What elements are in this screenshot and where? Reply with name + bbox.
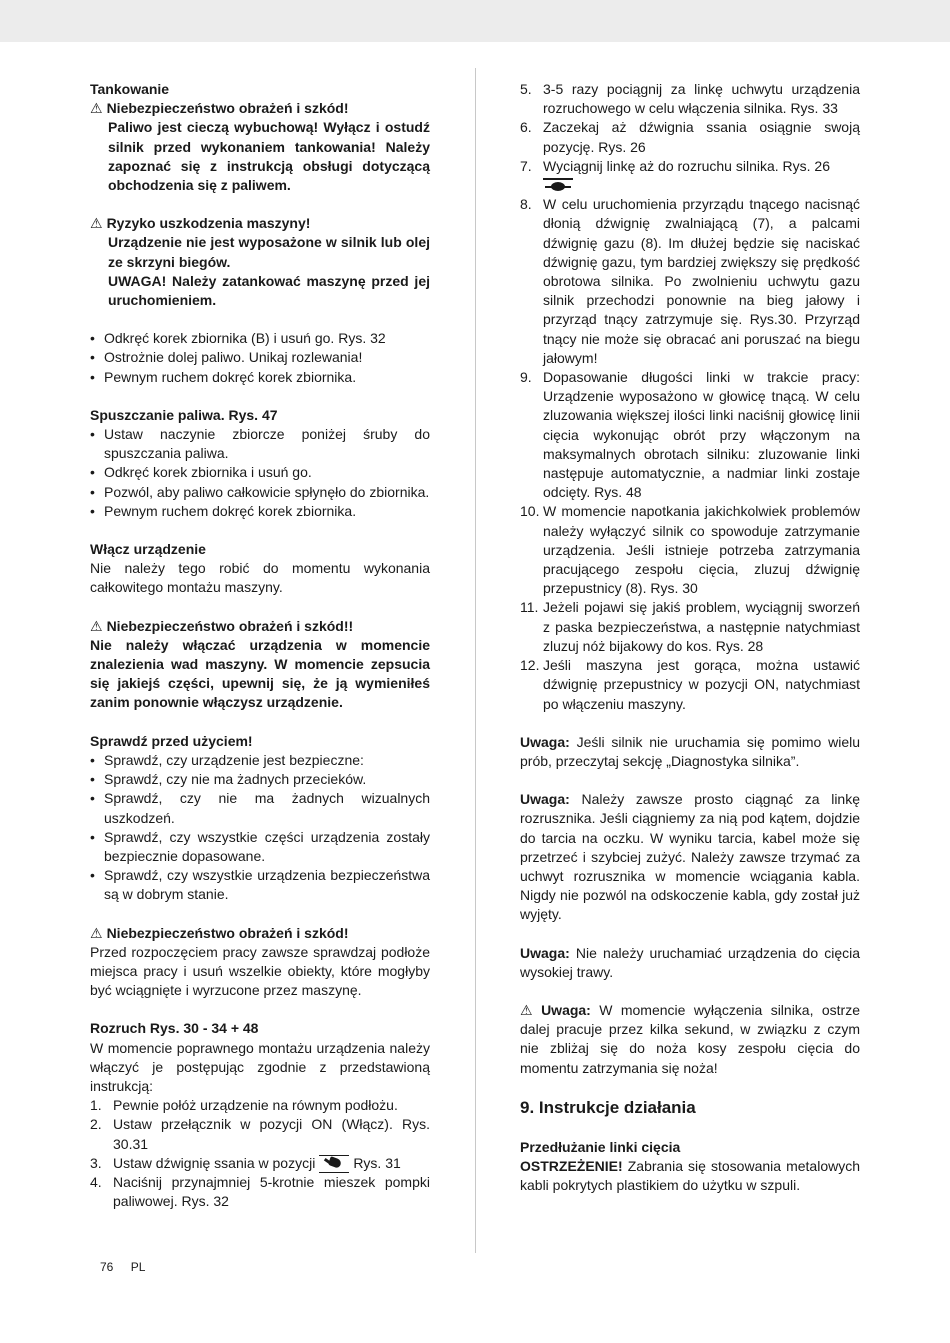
language-code: PL — [130, 1260, 146, 1274]
right-column — [520, 80, 860, 1195]
list-item: 5. 3-5 razy pociągnij za linkę uchwytu urządzenia rozruchowego w celu włączenia silnika. Rys. 33 — [520, 81, 860, 117]
list-item: 9. Dopasowanie długości linki w trakcie pracy: Urządzenie wyposażono w głowicę tnącą. W celu zluzowania większej ilości linki naciśnij głowicę linii cięcia wykonując obrót przy włączonym na maksymalnych obrotach silniku: zluzowanie linki następuje automatycznie, a nadmiar linki zostaje odcięty. Rys. 48 — [520, 369, 860, 501]
drain-bullets — [90, 425, 430, 521]
list-item: 10. W momencie napotkania jakichkolwiek problemów należy wyłączyć silnik co spowoduje zatrzymanie urządzenia. Jeśli istnieje potrzeba zatrzymania pracującego zespołu cięcia, zluzuj dźwignię przepustnicy (8). Rys. 30 — [520, 503, 860, 597]
section-title-switch-on: Włącz urządzenie — [90, 541, 206, 558]
section-title-start: Rozruch Rys. 30 - 34 + 48 — [90, 1020, 259, 1037]
check-bullets — [90, 751, 430, 905]
section-title-check: Sprawdź przed użyciem! — [90, 732, 253, 749]
list-item: • Pewnym ruchem dokręć korek zbiornika. — [90, 368, 430, 387]
left-column — [90, 80, 430, 1211]
note-paragraph: Uwaga: Nie należy uruchamiać urządzenia do cięcia wysokiej trawy. — [520, 944, 860, 980]
subsection-title: Przedłużanie linki cięcia — [520, 1138, 681, 1155]
note-paragraph: Uwaga: Jeśli silnik nie uruchamia się pomimo wielu prób, przeczytaj sekcję „Diagnostyka silnika”. — [520, 733, 860, 769]
paragraph: Nie należy tego robić do momentu wykonania całkowitego montażu maszyny. — [90, 560, 430, 596]
list-item: • Sprawdź, czy urządzenie jest bezpieczne: — [90, 751, 430, 770]
list-item: 1. Pewnie połóż urządzenie na równym podłożu. — [90, 1097, 398, 1114]
paragraph: Przed rozpoczęciem pracy zawsze sprawdzaj podłoże miejsca pracy i usuń wszelkie obiekty, które mogłyby być wciągnięte i wyrzucone przez maszynę. — [90, 943, 430, 999]
list-item: • Ostrożnie dolej paliwo. Unikaj rozlewania! — [90, 348, 430, 367]
section-title-drain: Spuszczanie paliwa. Rys. 47 — [90, 406, 278, 423]
paragraph: OSTRZEŻENIE! Zabrania się stosowania metalowych kabli pokrytych plastikiem do użytku w szpuli. — [520, 1157, 861, 1194]
list-item: 8. W celu uruchomienia przyrządu tnącego nacisnąć dłonią dźwignię zwalniającą (7), a palcami dźwignię gazu (8). Im dłużej będzie się naciskać dźwignię gazu, tym bardziej zwiększy się prędkość obrotowa silnika. Po zwolnieniu uchwytu gazu silnik przechodzi ponownie na bieg jałowy i przyrząd tnący zatrzymuje się. Rys.30. Przyrząd tnący nie może się obracać ani poruszać na biegu jałowym! — [520, 196, 860, 366]
list-item: • Odkręć korek zbiornika i usuń go. — [90, 463, 430, 482]
list-item: 4. Naciśnij przynajmniej 5-krotnie mieszek pompki paliwowej. Rys. 32 — [90, 1174, 430, 1210]
list-item: • Sprawdź, czy nie ma żadnych przecieków. — [90, 770, 430, 789]
list-item: 6. Zaczekaj aż dźwignia ssania osiągnie swoją pozycję. Rys. 26 — [520, 119, 860, 155]
warning-body: Urządzenie nie jest wyposażone w silnik lub olej ze skrzyni biegów. — [108, 234, 430, 270]
warning-body: Paliwo jest cieczą wybuchową! Wyłącz i ostudź silnik przed wykonaniem tankowania! Należy zapoznać się z instrukcją obsługi dotyczącą obchodzenia się z paliwem. — [108, 119, 430, 194]
warning-heading: ⚠ Niebezpieczeństwo obrażeń i szkód!! — [90, 617, 354, 634]
paragraph: W momencie poprawnego montażu urządzenia należy włączyć je postępując zgodnie z przedstawioną instrukcją: — [90, 1039, 430, 1094]
list-item: • Sprawdź, czy nie ma żadnych wizualnych uszkodzeń. — [90, 789, 430, 827]
note-paragraph: Uwaga: Należy zawsze prosto ciągnąć za linkę rozrusznika. Jeśli ciągniemy za nią pod kątem, dojdzie do tarcia na oczku. W wyniku tarcia, kabel może się przetrzeć i szybciej zużyć. Należy zawsze trzymać za uchwyt rozrusznika w momencie wciągania kabla. Nigdy nie pozwól na odskoczenie kabla, gdy został już wyjęty. — [520, 791, 861, 923]
list-item: 3. Ustaw dźwignię ssania w pozycji Rys. 31 — [90, 1154, 430, 1173]
refuel-bullets — [90, 329, 430, 387]
warning-triangle-icon: ⚠ — [90, 100, 103, 117]
warning-heading: ⚠ Niebezpieczeństwo obrażeń i szkód! — [90, 924, 349, 941]
warning-heading: ⚠ Ryzyko uszkodzenia maszyny! — [90, 215, 311, 232]
warning-triangle-icon: ⚠ — [520, 1001, 538, 1018]
list-item: 2. Ustaw przełącznik w pozycji ON (Włącz). Rys. 30.31 — [90, 1116, 430, 1152]
list-item: 11. Jeżeli pojawi się jakiś problem, wyciągnij sworzeń z paska bezpieczeństwa, a następnie natychmiast zluzuj nóż bijakowy do kos. Rys. 28 — [520, 599, 860, 654]
page-number: 76 — [100, 1260, 114, 1274]
warning-body: Nie należy włączać urządzenia w momencie znalezienia wad maszyny. W momencie zepsucia się jakiejś części, upewnij się, że ją wymieniłeś zanim ponownie włączysz urządzenie. — [90, 636, 430, 711]
column-divider — [475, 68, 476, 1253]
warning-triangle-icon: ⚠ — [90, 924, 103, 941]
choke-lever-icon — [319, 1155, 349, 1173]
list-item: • Sprawdź, czy wszystkie części urządzenia zostały bezpiecznie dopasowane. — [90, 828, 430, 866]
start-position-icon — [543, 178, 573, 194]
list-item: 12. Jeśli maszyna jest gorąca, można ustawić dźwignię przepustnicy w pozycji ON, natychmiast po włączeniu maszyny. — [520, 657, 860, 712]
list-item: • Pewnym ruchem dokręć korek zbiornika. — [90, 502, 430, 521]
warning-heading: ⚠ Niebezpieczeństwo obrażeń i szkód! — [90, 100, 349, 117]
list-item: • Ustaw naczynie zbiorcze poniżej śruby do spuszczania paliwa. — [90, 425, 430, 463]
warning-triangle-icon: ⚠ — [90, 617, 103, 634]
start-steps-continued — [520, 80, 860, 714]
top-bar — [0, 0, 950, 42]
list-item: • Odkręć korek zbiornika (B) i usuń go. Rys. 32 — [90, 329, 430, 348]
section-title-refueling: Tankowanie — [90, 81, 170, 97]
list-item: 7. Wyciągnij linkę aż do rozruchu silnika. Rys. 26 — [520, 157, 860, 195]
section-heading: 9. Instrukcje działania — [520, 1097, 696, 1117]
warning-triangle-icon: ⚠ — [90, 215, 103, 232]
page-footer — [100, 1258, 159, 1277]
start-steps — [90, 1096, 430, 1211]
warning-body: UWAGA! Należy zatankować maszynę przed jej uruchomieniem. — [108, 272, 430, 309]
list-item: • Pozwól, aby paliwo całkowicie spłynęło do zbiornika. — [90, 483, 430, 502]
note-paragraph: ⚠ Uwaga: W momencie wyłączenia silnika, ostrze dalej pracuje przez kilka sekund, w związku z czym nie zbliżaj się do noża kosy zespołu cięcia do momentu zatrzymania się noża! — [520, 1001, 860, 1076]
list-item: • Sprawdź, czy wszystkie urządzenia bezpieczeństwa są w dobrym stanie. — [90, 866, 430, 904]
